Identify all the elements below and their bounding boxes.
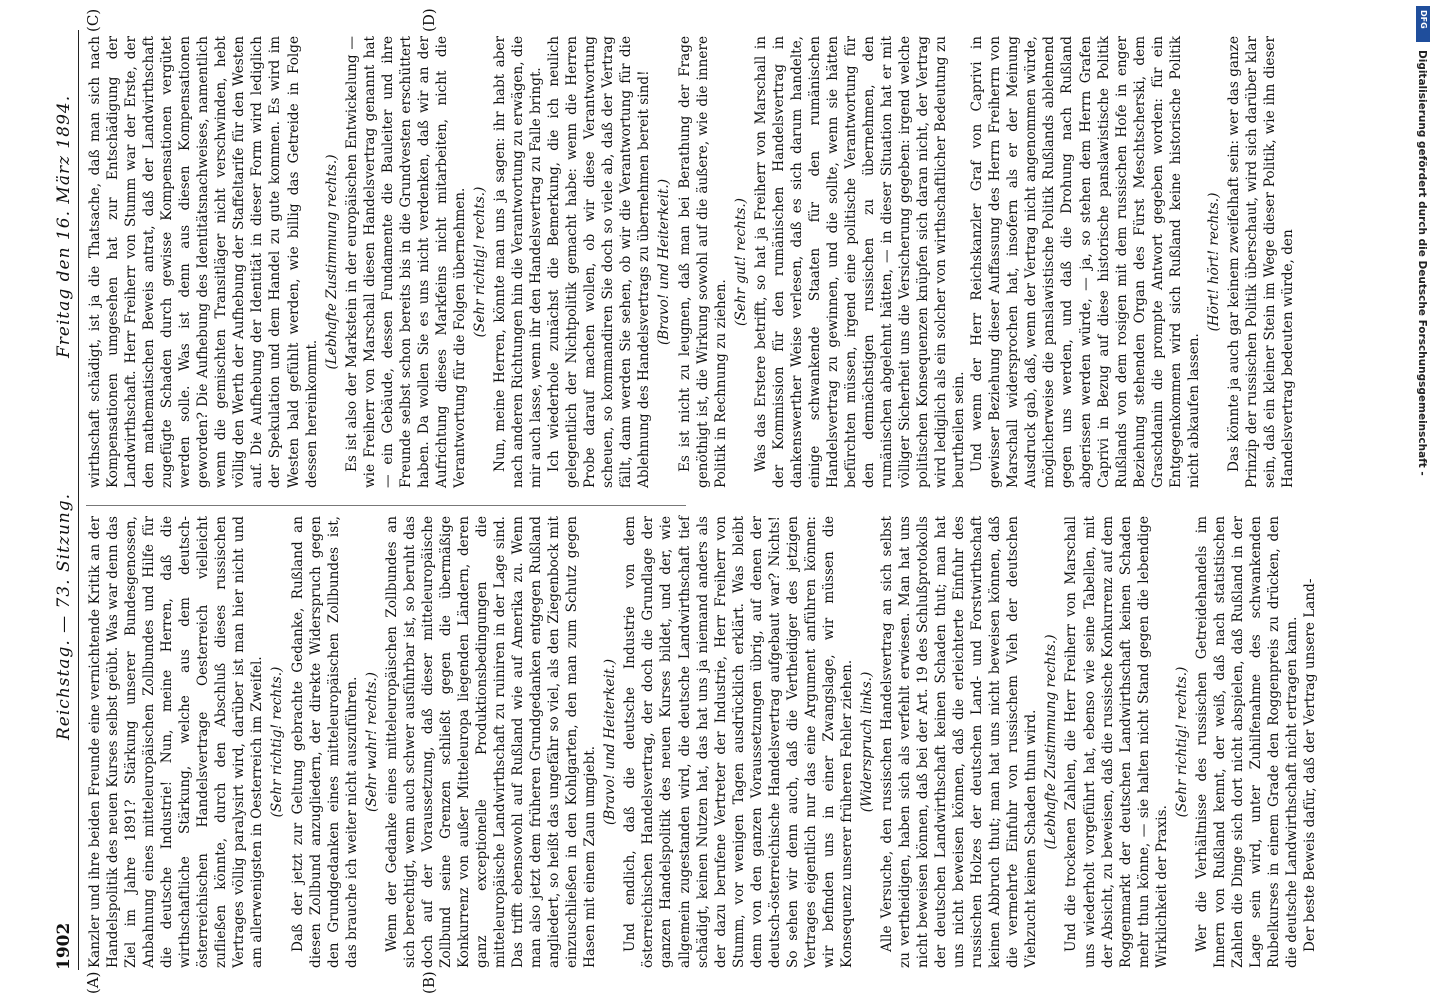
interjection: (Hört! hört! rechts.) [1205,192,1222,332]
paragraph: Nun, meine Herren, könnte man uns ja sagen: ihr habt aber nach anderen Richtungen hin die Verantwortung zu erwägen, die mir auch lasse, wenn ihr den Handelsvertrag zu Falle bringt. [492,36,545,488]
interjection: (Sehr wahr! rechts.) [363,672,380,812]
margin-letter-c: (C) [84,8,102,32]
paragraph: Und die trockenen Zahlen, die Herr Freiherr von Marschall uns wiederholt vorgeführt hat, ebenso wie seine Tabellen, mit der Absicht, zu beweisen, daß die russische Konkurrenz auf dem Roggenmarkt der deutschen Landwirthschaft keinen Schaden mehr thun könne, — sie halten nicht Stand gegen die lebendige Wirklichkeit der Praxis. [1063,516,1170,968]
interjection: (Sehr richtig! rechts.) [1173,666,1190,818]
paragraph: Wer die Verhältnisse des russischen Getreidehandels im Innern von Rußland kennt, der weiß, daß nach statistischen Zahlen die Dinge sich dort nicht abspielen, daß Rußland in der Lage sein wird, unter Zuhilfenahme des schwankenden Rubelkurses in einem Grade den Roggenpreis zu drücken, den die deutsche Landwirthschaft nicht ertragen kann. [1193,516,1301,968]
paragraph: Was das Erstere betrifft, so hat ja Freiherr von Marschall in der Kommission für den rumänischen Handelsvertrag in dankenswerther Weise verlesen, daß es sich darum handelte, einige schwankende Staaten für den rumänischen Handelsvertrag zu gewinnen, und die sollte, wenn sie hätten befürchten müssen, irgend eine politische Verantwortung für den demnächstigen russischen zu übernehmen, den rumänischen abgelehnt hätten, — in dieser Situation hat er mit völliger Sicherheit uns die Versicherung gegeben: irgend welche politischen Konsequenzen knüpfen sich daran nicht, der Vertrag wird lediglich als ein solcher von wirthschaftlicher Bedeutung zu beurtheilen sein. [752,36,968,488]
paragraph: wirthschaft schädigt, ist ja die Thatsache, daß man sich nach Kompensationen umgesehen hat zur Entschädigung der Landwirthschaft. Herr Freiherr von Stumm war der Erste, der den mathematischen Beweis antrat, daß der Landwirthschaft zugefügte Schaden durch gewisse Kompensationen vergütet werden solle. Was ist denn aus diesen Kompensationen geworden? Die Aufhebung des Identitätsnachweises, namentlich wenn die gemischten Transitläger nicht verschwinden, hebt völlig den Werth der Aufhebung der Staffeltarife für den Westen auf. Die Aufhebung der Identität in dieser Form wird lediglich der Spekulation und dem Handel zu gute kommen. Es wird im Westen bald gefühlt werden, wie billig das Getreide in Folge dessen hereinkommt. [87,36,320,488]
paragraph: Daß der jetzt zur Geltung gebrachte Gedanke, Rußland an diesen Zollbund anzugliedern, der direkte Widerspruch gegen den Grundgedanken eines mitteleuropäischen Zollbundes ist, das brauche ich weiter nicht auszuführen. [289,516,360,968]
paragraph: Das könnte ja auch gar keinem zweifelhaft sein: wer das ganze Prinzip der russischen Politik überschaut, wird sich darüber klar sein, daß ein kleiner Stein im Wege dieser Politik, wie ihn dieser Handelsvertrag bedeuten würde, den [1225,36,1297,488]
page-header [52,30,79,970]
paragraph: Es ist nicht zu leugnen, daß man bei Berathung der Frage genöthigt ist, die Wirkung sowohl auf die äußere, wie die innere Politik in Rechnung zu ziehen. [676,36,729,488]
dfg-logo-text: DFG [1419,10,1428,29]
interjection: (Sehr richtig! rechts.) [269,666,286,818]
margin-letter-a: (A) [84,971,102,994]
interjection: (Sehr gut! rechts.) [732,198,749,326]
interjection: (Widerspruch links.) [858,671,875,813]
paragraph: Und endlich, daß die deutsche Industrie von dem österreichischen Handelsvertrag, der doch die Grundlage der ganzen Handelspolitik des neuen Kurses bildet, und der, wie allgemein zugestanden wird, die deutsche Landwirthschaft tief schädigt, keinen Nutzen hat, das hat uns ja niemand anders als der dazu berufene Vertreter der Industrie, Herr Freiherr von Stumm, vor wenigen Tagen ausdrücklich erklärt. Was bleibt denn von den ganzen Voraussetzungen übrig, auf denen der deutsch-österreichische Handelsvertrag aufgebaut war? Nichts! So sehen wir denn auch, daß die Vertheidiger des jetzigen Vertrages eigentlich nur das eine Argument anführen können: wir befinden uns in einer Zwangslage, wir müssen die Konsequenz unserer früheren Fehler ziehen. [622,516,855,968]
paragraph: Alle Versuche, den russischen Handelsvertrag an sich selbst zu vertheidigen, haben sich als verfehlt erwiesen. Man hat uns nicht beweisen können, daß bei der Art. 19 des Schlußprotokolls der deutschen Landwirthschaft keinen Schaden thut; man hat uns nicht beweisen können, daß die erleichterte Einfuhr des russischen Holzes der deutschen Land- und Forstwirthschaft keinen Abbruch thut; man hat uns nicht beweisen können, daß die vermehrte Einfuhr von russischem Vieh der deutschen Viehzucht keinen Schaden thun wird. [879,516,1040,968]
session-title: Reichstag. — 73. Sitzung. [54,492,74,740]
paragraph: Kanzler und ihre beiden Freunde eine vernichtende Kritik an der Handelspolitik des neuen Kurses selbst geübt. Was war denn das Ziel im Jahre 1891? Stärkung unserer Bundesgenossen, Anbahnung eines mitteleuropäischen Zollbundes und Hilfe für die deutsche Industrie! Nun, meine Herren, daß die wirthschaftliche Stärkung, welche aus dem deutsch-österreichischen Handelsvertrage Oesterreich vielleicht zufließen könnte, durch den Abschluß dieses russischen Vertrages völlig paralysirt wird, darüber ist man hier nicht und am allerwenigsten in Oesterreich im Zweifel. [87,516,266,968]
interjection: (Sehr richtig! rechts.) [471,186,488,338]
margin-letter-d: (D) [420,8,438,32]
date-line: Freitag den 16. März 1894. [54,94,74,358]
paragraph: Der beste Beweis dafür, daß der Vertrag unsere Land- [1302,578,1319,952]
paragraph: Es ist also der Markstein in der europäischen Entwickelung — wie Freiherr von Marschall diesen Handelsvertrag genannt hat — ein Gebäude, dessen Fundamente die Bauleiter und ihre Freunde selbst schon bereits bis in die Grundvesten erschüttert haben. Da wollen Sie es uns nicht verdenken, daß wir an der Aufrichtung dieses Markfeins nicht mitarbeiten, nicht die Verantwortung für die Folgen übernehmen. [343,36,468,488]
interjection: (Lebhafte Zustimmung rechts.) [323,154,340,370]
page-number: 1902 [54,922,74,970]
paragraph: Wenn der Gedanke eines mitteleuropäischen Zollbundes an sich berechtigt, wenn auch schwer ausführbar ist, so beruht das doch auf der Voraussetzung, daß dieser mitteleuropäische Zollbund seine Grenzen schließt gegen die übermäßige Konkurrenz von außer Mitteleuropa liegenden Ländern, deren ganz exceptionelle Produktionsbedingungen die mitteleuropäische Landwirthschaft zu ruiniren in der Lage sind. Das trifft ebensowohl auf Rußland wie auf Amerika zu. Wenn man also jetzt dem früheren Grundgedanken entgegen Rußland angliedert, so heißt das ungefähr so viel, als den Ziegenbock mit einzuschließen in den Kohlgarten, den man zum Schutz gegen Hasen mit einem Zaun umgiebt. [383,516,599,968]
right-column [86,36,1297,488]
left-column [86,516,1319,968]
digitization-credit [1416,10,1430,590]
interjection: (Bravo! und Heiterkeit.) [656,178,673,346]
paragraph: Ich wiederhole zunächst die Bemerkung, die ich neulich gelegentlich der Nichtpolitik gemacht habe: wenn die Herren Probe darauf machen wollen, ob wir diese Verantwortung scheuen, so kommandiren Sie doch so viele ab, daß der Vertrag fällt, dann werden Sie sehen, ob wir die Verantwortung für die Ablehnung des Handelsvertrags zu übernehmen bereit sind! [546,36,653,488]
interjection: (Lebhafte Zustimmung rechts.) [1043,634,1060,850]
margin-letter-b: (B) [420,971,438,994]
column-divider [86,505,686,506]
paragraph: Und wenn der Herr Reichskanzler Graf von Caprivi in gewisser Beziehung dieser Auffassung des Herrn Freiherrn von Marschall widersprochen hat, insofern als er der Meinung Ausdruck gab, daß, wenn der Vertrag nicht angenommen würde, möglicherweise die panslawistische Politik Rußlands ablehnend gegen uns werden, und daß die Drohung nach Rußland abgerissen werden würde, — ja, so stehen dem Herrn Grafen Caprivi in Bezug auf diese historische panslawistische Politik Rußlands von dem rosigen mit dem russischen Hofe in enger Beziehung stehenden Organ des Fürst Meschtscherski, dem Graschdanin die prompte Antwort gegeben worden: für ein Entgegenkommen wird sich Rußland keine historische Politik nicht abkaufen lassen. [969,36,1202,488]
interjection: (Bravo! und Heiterkeit.) [602,658,619,826]
credit-text: Digitalisierung gefördert durch die Deutsche Forschungsgemeinschaft - [1416,50,1428,476]
